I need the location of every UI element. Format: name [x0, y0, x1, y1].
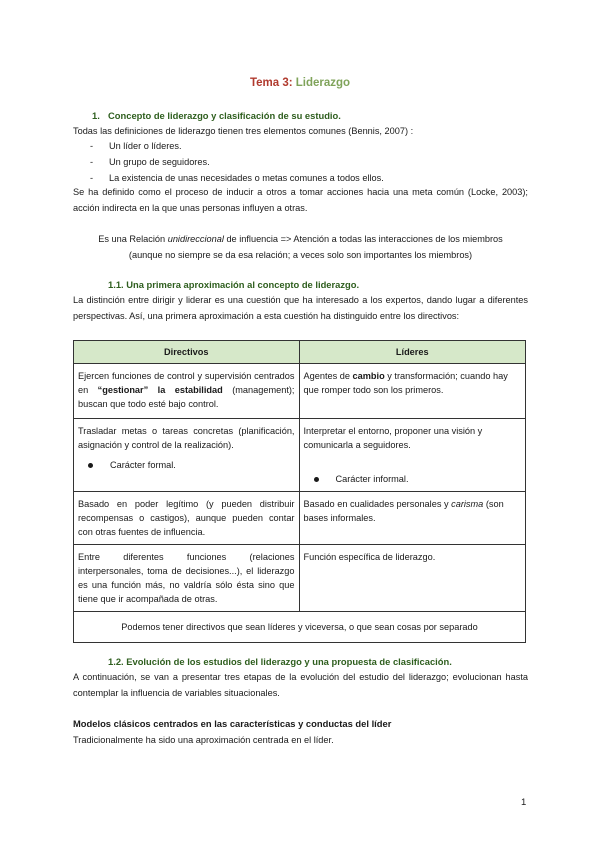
- section-1-number: 1.: [92, 110, 100, 121]
- section-1-intro: Todas las definiciones de liderazgo tienen tres elementos comunes (Bennis, 2007) :: [73, 126, 414, 136]
- section-1-1-heading: 1.1. Una primera aproximación al concepto de liderazgo.: [108, 279, 360, 290]
- table-cell: Basado en cualidades personales y carisma (son bases informales.: [299, 492, 526, 545]
- relation-line-1: Es una Relación unidireccional de influencia => Atención a todas las interacciones de los miembros: [98, 234, 503, 244]
- comparison-table: [73, 340, 526, 643]
- dash-icon: -: [90, 141, 94, 151]
- table-cell: Entre diferentes funciones (relaciones interpersonales, toma de decisiones...), el liderazgo es una función más, no valdría sólo ésta sino que tiene que ir acompañada de otras.: [74, 545, 300, 612]
- bullet-item: - Un grupo de seguidores.: [90, 154, 210, 170]
- table-footer-row: [74, 612, 526, 643]
- models-text: Tradicionalmente ha sido una aproximación centrada en el líder.: [73, 735, 334, 745]
- header-lideres: Líderes: [299, 341, 526, 364]
- table-row: [74, 545, 526, 612]
- list-item: Carácter formal.: [78, 458, 295, 472]
- dash-icon: -: [90, 173, 94, 183]
- dash-icon: -: [90, 157, 94, 167]
- bullet-dot-icon: [88, 458, 96, 463]
- title-main: Liderazgo: [295, 77, 351, 89]
- table-cell: Ejercen funciones de control y supervisión centrados en “gestionar” la estabilidad (management); buscan que todo esté bajo control.: [74, 364, 300, 419]
- section-1-title: Concepto de liderazgo y clasificación de su estudio.: [108, 110, 341, 121]
- page-number: 1: [521, 797, 527, 808]
- title-prefix: Tema 3:: [249, 77, 293, 89]
- table-cell: Función específica de liderazgo.: [299, 545, 526, 612]
- table-header-row: [74, 341, 526, 364]
- table-row: [74, 419, 526, 492]
- section-1-2-heading: 1.2. Evolución de los estudios del liderazgo y una propuesta de clasificación.: [108, 656, 452, 667]
- bullet-item: - Un líder o líderes.: [90, 138, 182, 154]
- document-title: [0, 77, 600, 89]
- table-row: [74, 492, 526, 545]
- table-cell: Trasladar metas o tareas concretas (planificación, asignación y control de la realización). Carácter formal.: [74, 419, 300, 492]
- relation-line-2: (aunque no siempre se da esa relación; a veces solo son importantes los miembros): [128, 249, 473, 260]
- table-cell: Basado en poder legítimo (y pueden distribuir recompensas o castigos), aunque pueden contar con otras fuentes de influencia.: [74, 492, 300, 545]
- section-1-2-text: A continuación, se van a presentar tres etapas de la evolución del estudio del liderazgo; evolucionan hasta contemplar la influencia de variables situacionales.: [73, 672, 528, 698]
- table-cell: Agentes de cambio y transformación; cuando hay que romper todo son los primeros.: [299, 364, 526, 419]
- header-directivos: Directivos: [74, 341, 300, 364]
- table-footer-note: Podemos tener directivos que sean líderes y viceversa, o que sean cosas por separado: [74, 612, 526, 643]
- section-1-heading: [92, 110, 341, 121]
- table-row: [74, 364, 526, 419]
- section-1-definition: Se ha definido como el proceso de inducir a otros a tomar acciones hacia una meta común (Locke, 2003); acción indirecta en la que unas personas influyen a otras.: [73, 187, 528, 213]
- models-heading: Modelos clásicos centrados en las características y conductas del líder: [73, 718, 392, 729]
- list-item: Carácter informal.: [304, 472, 522, 486]
- relation-note: [73, 232, 528, 263]
- bullet-item: - La existencia de unas necesidades o metas comunes a todos ellos.: [90, 170, 384, 186]
- section-1-1-text: La distinción entre dirigir y liderar es una cuestión que ha interesado a los expertos, dando lugar a diferentes perspectivas. Así, una primera aproximación a esta cuestión ha distinguido entre los directivos:: [73, 295, 528, 321]
- table-cell: Interpretar el entorno, proponer una visión y comunicarla a seguidores. Carácter informal.: [299, 419, 526, 492]
- bullet-dot-icon: [314, 472, 322, 477]
